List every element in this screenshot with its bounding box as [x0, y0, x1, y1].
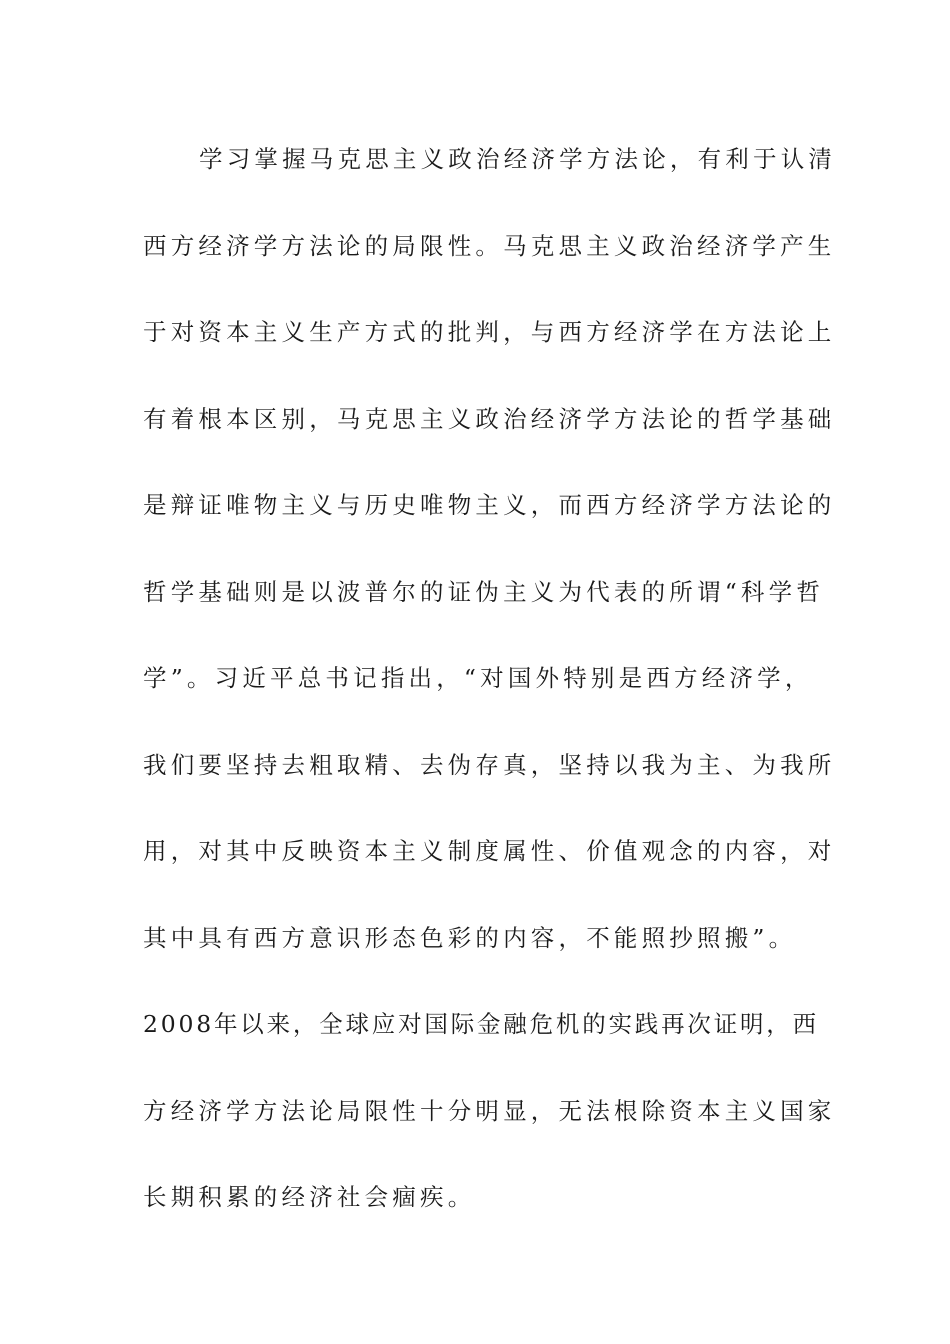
paragraph-line-12: 方经济学方法论局限性十分明显，无法根除资本主义国家: [143, 1096, 836, 1125]
paragraph-line-9: 用，对其中反映资本主义制度属性、价值观念的内容，对: [143, 837, 836, 865]
paragraph-line-2: 西方经济学方法论的局限性。马克思主义政治经济学产生: [143, 231, 836, 260]
paragraph-line-4: 有着根本区别，马克思主义政治经济学方法论的哲学基础: [143, 404, 836, 433]
paragraph-line-1: 学习掌握马克思主义政治经济学方法论，有利于认清: [199, 145, 837, 173]
paragraph-line-7: 学”。习近平总书记指出，“对国外特别是西方经济学，: [143, 664, 813, 692]
paragraph-line-13: 长期积累的经济社会痼疾。: [143, 1183, 476, 1211]
paragraph-line-10: 其中具有西方意识形态色彩的内容，不能照抄照搬”。: [143, 923, 797, 952]
paragraph-line-8: 我们要坚持去粗取精、去伪存真，坚持以我为主、为我所: [143, 750, 836, 779]
paragraph-line-6: 哲学基础则是以波普尔的证伪主义为代表的所谓“科学哲: [143, 577, 825, 606]
paragraph-line-5: 是辩证唯物主义与历史唯物主义，而西方经济学方法论的: [143, 491, 836, 519]
paragraph-line-3: 于对资本主义生产方式的批判，与西方经济学在方法论上: [143, 318, 836, 346]
body-paragraph: [143, 136, 837, 1261]
paragraph-line-11: 2008年以来，全球应对国际金融危机的实践再次证明，西: [143, 1010, 819, 1038]
